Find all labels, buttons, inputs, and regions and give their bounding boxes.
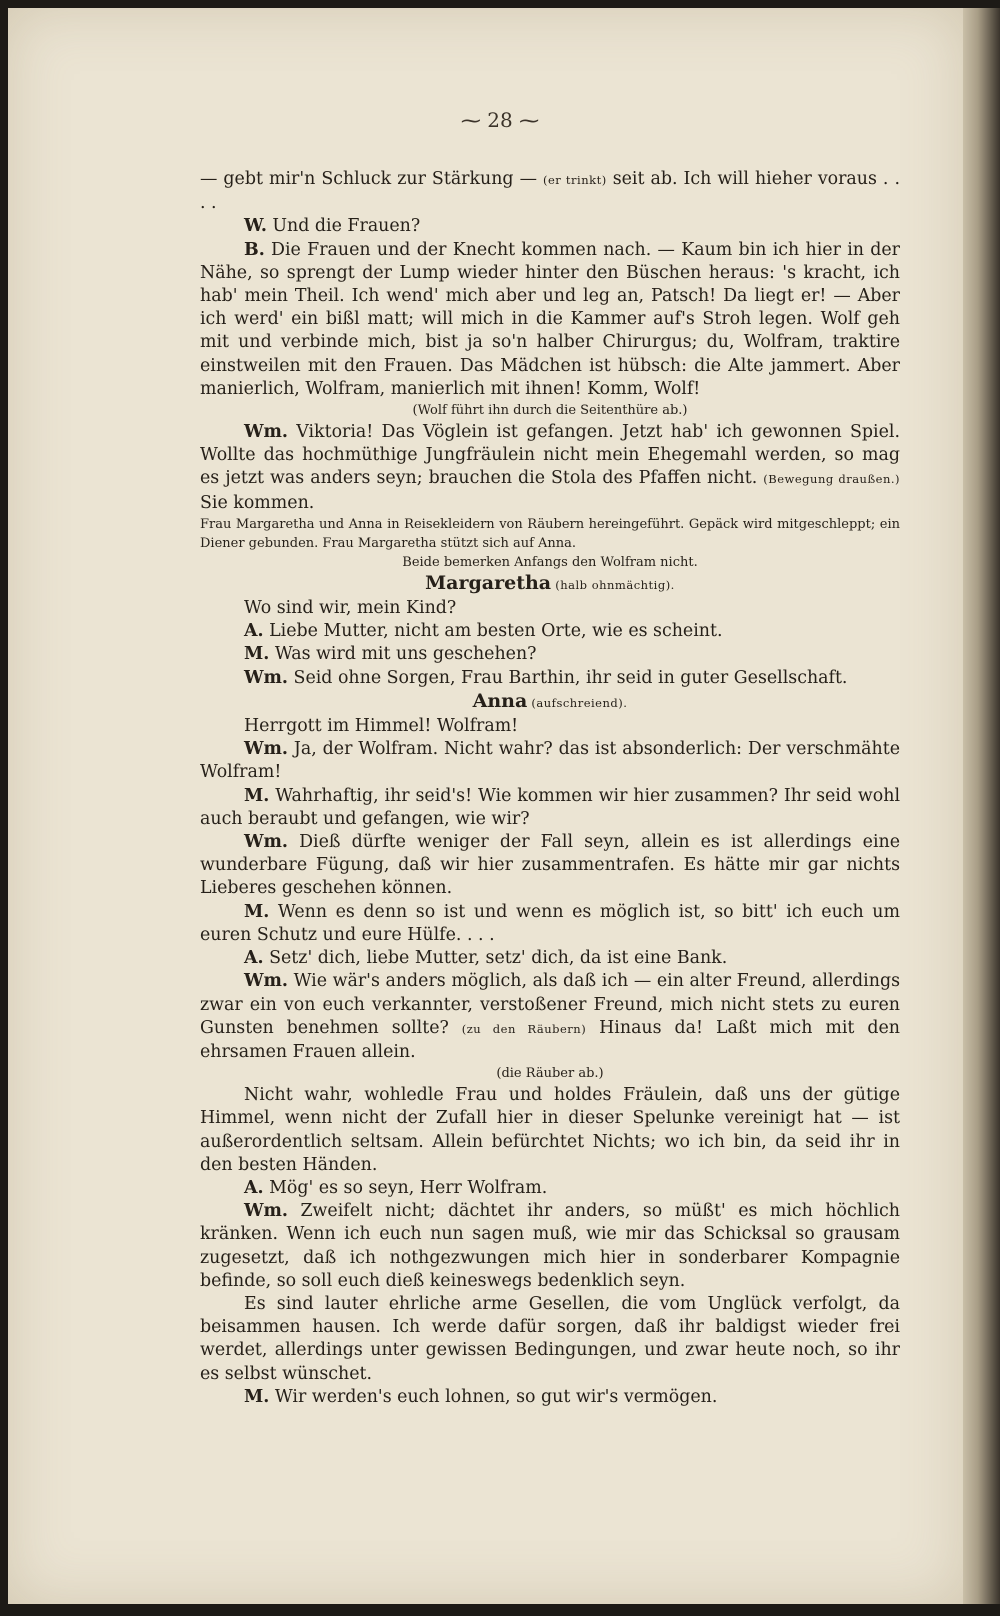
text-paragraph — [200, 1200, 900, 1293]
text-run: Wie wär's anders möglich, als daß ich — ein alter Freund, allerdings zwar ein von euch verkannter, verstoßener Freund, mich nicht stets zu euren Gunsten benehmen sollte? — [200, 971, 900, 1038]
text-paragraph — [200, 168, 900, 215]
text-run: Setz' dich, liebe Mutter, setz' dich, da ist eine Bank. — [263, 948, 728, 969]
speaker-name: M. — [244, 785, 270, 806]
text-run: — gebt mir'n Schluck zur Stärkung — — [200, 169, 543, 189]
stage-direction — [200, 515, 900, 553]
ornament-left: ⁓ — [460, 108, 481, 132]
text-run: Und die Frauen? — [266, 216, 421, 237]
text-run: Herrgott im Himmel! Wolfram! — [244, 716, 519, 737]
text-paragraph — [200, 901, 900, 947]
text-paragraph — [200, 421, 900, 515]
stage-direction — [200, 401, 900, 421]
text-run: (Wolf führt ihn durch die Seitenthüre ab.) — [412, 403, 688, 419]
speaker-name: Anna — [472, 689, 528, 712]
text-paragraph — [200, 239, 900, 401]
text-paragraph — [200, 1293, 900, 1386]
speaker-name: Wm. — [244, 667, 288, 688]
text-run: Wir werden's euch lohnen, so gut wir's vermögen. — [269, 1386, 718, 1407]
speaker-name: Wm. — [244, 1201, 288, 1222]
stage-direction — [200, 1064, 900, 1084]
inline-direction: (er trinkt) — [542, 173, 607, 187]
text-paragraph — [200, 643, 900, 666]
stage-direction — [200, 553, 900, 572]
text-paragraph — [200, 597, 900, 620]
speaker-name: B. — [244, 239, 265, 260]
page-number-value: 28 — [487, 108, 513, 132]
text-run: Die Frauen und der Knecht kommen nach. — Kaum bin ich hier in der Nähe, so sprengt der Lump wieder hinter den Büschen heraus: 's kracht, ich hab' mein Theil. Ich wend' mich aber und leg an, Patsch! Da liegt er! — Aber ich werd' ein bißl matt; will mich in die Kammer auf's Stroh legen. Wolf geh mit und verbinde mich, bist ja so'n halber Chirurgus; du, Wolfram, traktire einstweilen mit den Frauen. Das Mädchen ist hübsch: die Alte jammert. Aber manierlich, Wolfram, manierlich mit ihnen! Komm, Wolf! — [200, 239, 900, 399]
text-paragraph — [200, 620, 900, 643]
text-run: Beide bemerken Anfangs den Wolfram nicht. — [402, 554, 698, 570]
text-run: Wahrhaftig, ihr seid's! Wie kommen wir hier zusammen? Ihr seid wohl auch beraubt und gefangen, wie wir? — [200, 785, 900, 829]
speaker-heading — [200, 690, 900, 715]
page-text — [200, 168, 900, 1409]
inline-direction: (halb ohnmächtig). — [551, 577, 675, 592]
text-run: Was wird mit uns geschehen? — [269, 644, 537, 665]
speaker-heading — [200, 572, 900, 597]
text-paragraph — [200, 738, 900, 784]
text-run: Liebe Mutter, nicht am besten Orte, wie es scheint. — [263, 621, 723, 642]
text-paragraph — [200, 1177, 900, 1200]
text-paragraph — [200, 831, 900, 901]
text-paragraph — [200, 970, 900, 1064]
text-run: Seid ohne Sorgen, Frau Barthin, ihr seid in guter Gesellschaft. — [288, 667, 848, 688]
text-paragraph — [200, 715, 900, 738]
speaker-name: Wm. — [244, 422, 288, 443]
speaker-name: Margaretha — [425, 571, 552, 594]
page-edge — [963, 8, 1000, 1604]
text-run: (die Räuber ab.) — [496, 1066, 604, 1082]
ornament-right: ⁓ — [519, 108, 540, 132]
text-run: seit ab. Ich will hieher voraus . . . . — [200, 169, 900, 214]
speaker-name: M. — [244, 644, 270, 665]
text-run: Zweifelt nicht; dächtet ihr anders, so müßt' es mich höchlich kränken. Wenn ich euch nun sagen muß, wie mir das Schicksal so grausam zugesetzt, daß ich nothgezwungen mich hier in sonderbarer Kompagnie befinde, so soll euch dieß keineswegs bedenklich seyn. — [200, 1201, 900, 1291]
text-paragraph — [200, 667, 900, 690]
inline-direction: (aufschreiend). — [527, 695, 628, 710]
text-run: Nicht wahr, wohledle Frau und holdes Fräulein, daß uns der gütige Himmel, wenn nicht der Zufall hier in dieser Spelunke vereinigt hat — ist außerordentlich seltsam. Allein befürchtet Nichts; wo ich bin, da seid ihr in den besten Händen. — [200, 1085, 900, 1175]
page-number — [0, 108, 1000, 132]
text-run: Ja, der Wolfram. Nicht wahr? das ist absonderlich: Der verschmähte Wolfram! — [200, 739, 900, 783]
text-run: Dieß dürfte weniger der Fall seyn, allein es ist allerdings eine wunderbare Fügung, daß wir hier zusammentrafen. Es hätte mir gar nichts Lieberes geschehen können. — [200, 832, 900, 899]
text-paragraph — [200, 1386, 900, 1409]
text-paragraph — [200, 215, 900, 238]
inline-direction: (zu den Räubern) — [461, 1021, 587, 1036]
speaker-name: A. — [244, 948, 264, 969]
speaker-name: M. — [244, 901, 270, 922]
inline-direction: (Bewegung draußen.) — [763, 472, 901, 487]
speaker-name: Wm. — [244, 739, 288, 760]
text-run: Es sind lauter ehrliche arme Gesellen, die vom Unglück verfolgt, da beisammen hausen. Ich werde dafür sorgen, daß ihr baldigst wieder frei werdet, allerdings unter gewissen Bedingungen, und zwar heute noch, so ihr es selbst wünschet. — [200, 1293, 900, 1384]
text-run: Viktoria! Das Vöglein ist gefangen. Jetzt hab' ich gewonnen Spiel. Wollte das hochmüthige Jungfräulein nicht mein Ehegemahl werden, so mag es jetzt was anders seyn; brauchen die Stola des Pfaffen nicht. — [200, 422, 900, 489]
text-run: Mög' es so seyn, Herr Wolfram. — [263, 1177, 548, 1198]
text-paragraph — [200, 785, 900, 831]
speaker-name: A. — [244, 621, 264, 642]
speaker-name: Wm. — [244, 832, 288, 853]
speaker-name: Wm. — [244, 971, 288, 992]
text-paragraph — [200, 947, 900, 970]
text-run: Wenn es denn so ist und wenn es möglich ist, so bitt' ich euch um euren Schutz und eure Hülfe. . . . — [200, 901, 900, 945]
text-run: Sie kommen. — [200, 492, 315, 513]
speaker-name: W. — [244, 216, 267, 237]
speaker-name: M. — [244, 1386, 270, 1407]
text-run: Wo sind wir, mein Kind? — [244, 598, 457, 619]
text-paragraph — [200, 1084, 900, 1177]
text-run: Frau Margaretha und Anna in Reisekleidern von Räubern hereingeführt. Gepäck wird mitgeschleppt; ein Diener gebunden. Frau Margaretha stützt sich auf Anna. — [200, 516, 900, 551]
speaker-name: A. — [244, 1177, 264, 1198]
text-run: Hinaus da! Laßt mich mit den ehrsamen Frauen allein. — [200, 1017, 900, 1062]
